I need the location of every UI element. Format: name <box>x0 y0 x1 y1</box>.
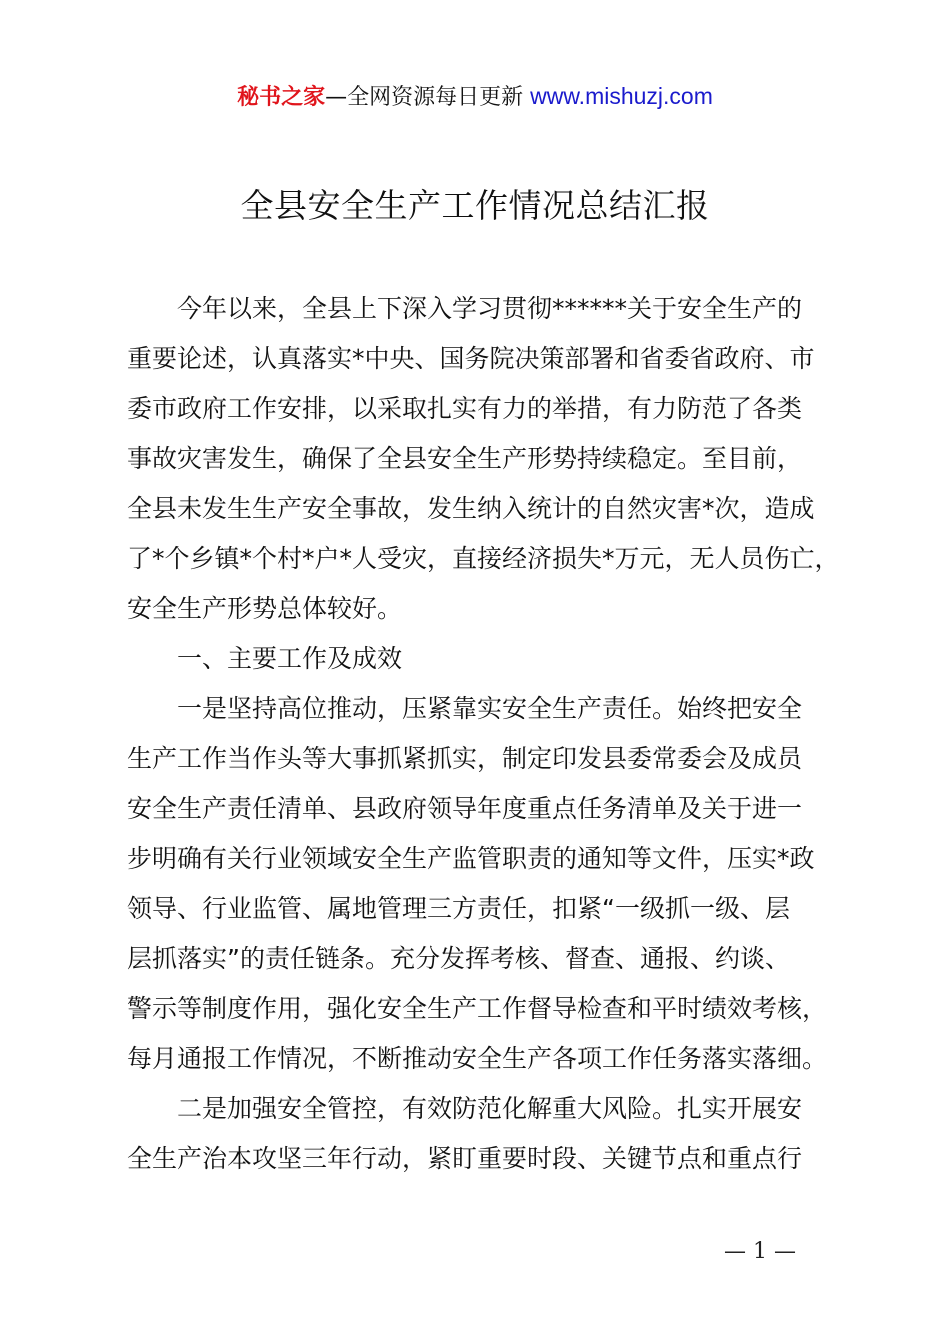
site-header <box>0 80 950 114</box>
text-line: 领导、行业监管、属地管理三方责任，扣紧“一级抓一级、层 <box>127 894 790 923</box>
site-slogan: —全网资源每日更新 <box>325 85 524 110</box>
text-line: 二是加强安全管控，有效防范化解重大风险。扎实开展安 <box>127 1094 803 1123</box>
text-line: 事故灾害发生，确保了全县安全生产形势持续稳定。至目前， <box>127 444 803 473</box>
section-heading: 一、主要工作及成效 <box>127 644 403 673</box>
site-brand: 秘书之家 <box>237 85 326 110</box>
document-title: 全县安全生产工作情况总结汇报 <box>240 186 710 225</box>
text-line: 安全生产责任清单、县政府领导年度重点任务清单及关于进一 <box>127 794 803 823</box>
text-line: 每月通报工作情况，不断推动安全生产各项工作任务落实落细。 <box>127 1044 828 1073</box>
text-line: 今年以来，全县上下深入学习贯彻******关于安全生产的 <box>127 294 803 323</box>
text-line: 生产工作当作头等大事抓紧抓实，制定印发县委常委会及成员 <box>127 744 803 773</box>
text-line: 一是坚持高位推动，压紧靠实安全生产责任。始终把安全 <box>127 694 803 723</box>
text-line: 了*个乡镇*个村*户*人受灾，直接经济损失*万元，无人员伤亡， <box>127 544 840 573</box>
text-line: 安全生产形势总体较好。 <box>127 594 403 623</box>
text-line: 警示等制度作用，强化安全生产工作督导检查和平时绩效考核， <box>127 994 828 1023</box>
text-line: 委市政府工作安排，以采取扎实有力的举措，有力防范了各类 <box>127 394 803 423</box>
site-url-link[interactable]: www.mishuzj.com <box>530 83 713 109</box>
text-line: 步明确有关行业领域安全生产监管职责的通知等文件，压实*政 <box>127 844 815 873</box>
text-line: 全生产治本攻坚三年行动，紧盯重要时段、关键节点和重点行 <box>127 1144 803 1173</box>
text-line: 层抓落实”的责任链条。充分发挥考核、督查、通报、约谈、 <box>127 944 790 973</box>
document-body <box>127 284 862 1184</box>
page-number: — 1 — <box>724 1239 796 1264</box>
text-line: 全县未发生生产安全事故，发生纳入统计的自然灾害*次，造成 <box>127 494 815 523</box>
text-line: 重要论述，认真落实*中央、国务院决策部署和省委省政府、市 <box>127 344 815 373</box>
